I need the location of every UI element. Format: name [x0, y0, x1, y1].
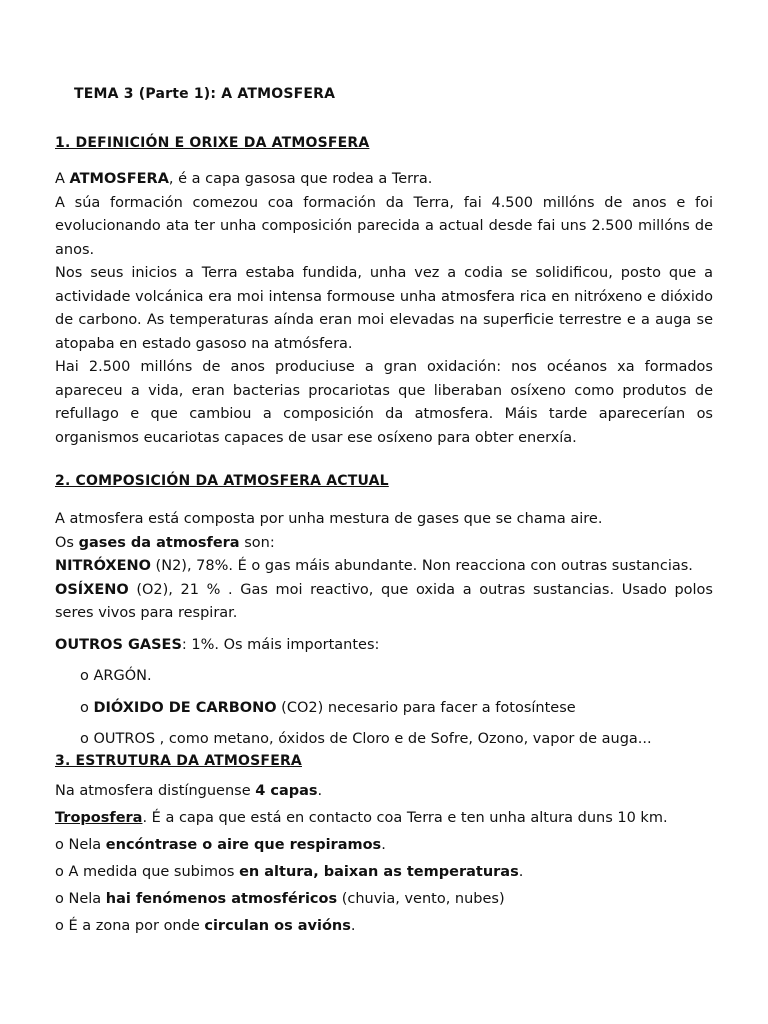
section-1-body: [55, 168, 713, 450]
gases-line: Os gases da atmosfera son:: [55, 534, 275, 551]
section-3-body: [55, 778, 713, 940]
sub-bullet-icon: o: [55, 918, 64, 934]
section-2-body: [55, 508, 713, 752]
structure-intro: Na atmosfera distínguense 4 capas.: [55, 783, 323, 799]
sub-item-fenomenos: o Nela hai fenómenos atmosféricos (chuvia, vento, nubes): [55, 891, 505, 907]
sub-bullet-icon: o: [80, 731, 89, 747]
list-item-osixeno: OSÍXENO (O2), 21 % . Gas moi reactivo, que oxida a outras sustancias. Usado polos seres vivos para respirar.: [55, 581, 713, 621]
definition-paragraph: A ATMOSFERA, é a capa gasosa que rodea a Terra.: [55, 171, 433, 187]
sub-item-temperaturas: o A medida que subimos en altura, baixan as temperaturas.: [55, 864, 524, 880]
list-item-troposfera: Troposfera. É a capa que está en contacto coa Terra e ten unha altura duns 10 km.: [55, 810, 668, 826]
list-item-nitroxeno: NITRÓXENO (N2), 78%. É o gas máis abundante. Non reacciona con outras sustancias.: [55, 558, 693, 574]
sub-bullet-icon: o: [55, 864, 64, 880]
sub-bullet-icon: o: [55, 837, 64, 853]
oxidation-paragraph: Hai 2.500 millóns de anos produciuse a gran oxidación: nos océanos xa formados apareceu a vida, eran bacterias procariotas que liberaban osíxeno como produtos de refullago e que cambiou a composición da atmosfera. Máis tarde aparecerían os organismos eucariotas capaces de usar ese osíxeno para obter enerxía.: [55, 359, 713, 446]
sub-bullet-icon: o: [80, 668, 89, 684]
origins-paragraph: Nos seus inicios a Terra estaba fundida, unha vez a codia se solidificou, posto que a actividade volcánica era moi intensa formouse unha atmosfera rica en nitróxeno e dióxido de carbono. As temperaturas aínda eran moi elevadas na superficie terrestre e a auga se atopaba en estado gasoso na atmósfera.: [55, 265, 713, 352]
sub-item-avions: o É a zona por onde circulan os avións.: [55, 918, 356, 934]
composition-intro: A atmosfera está composta por unha mestura de gases que se chama aire.: [55, 511, 603, 527]
sub-item-argon: o ARGÓN.: [80, 668, 152, 684]
document-title: TEMA 3 (Parte 1): A ATMOSFERA: [74, 86, 336, 102]
sub-item-co2: o DIÓXIDO DE CARBONO (CO2) necesario para facer a fotosíntese: [80, 699, 576, 716]
section-3-heading: 3. ESTRUTURA DA ATMOSFERA: [55, 753, 302, 769]
sub-bullet-icon: o: [55, 891, 64, 907]
section-1-heading: 1. DEFINICIÓN E ORIXE DA ATMOSFERA: [55, 135, 370, 151]
sub-item-aire: o Nela encóntrase o aire que respiramos.: [55, 837, 386, 853]
section-2-heading: 2. COMPOSICIÓN DA ATMOSFERA ACTUAL: [55, 473, 389, 489]
term-atmosfera: ATMOSFERA: [69, 171, 169, 187]
list-item-outros-gases: OUTROS GASES: 1%. Os máis importantes:: [55, 636, 380, 653]
sub-item-outros: o OUTROS , como metano, óxidos de Cloro e de Sofre, Ozono, vapor de auga...: [80, 731, 652, 747]
formation-paragraph: A súa formación comezou coa formación da Terra, fai 4.500 millóns de anos e foi evolucionando ata ter unha composición parecida a actual desde fai uns 2.500 millóns de anos.: [55, 194, 713, 258]
sub-bullet-icon: o: [80, 699, 89, 716]
